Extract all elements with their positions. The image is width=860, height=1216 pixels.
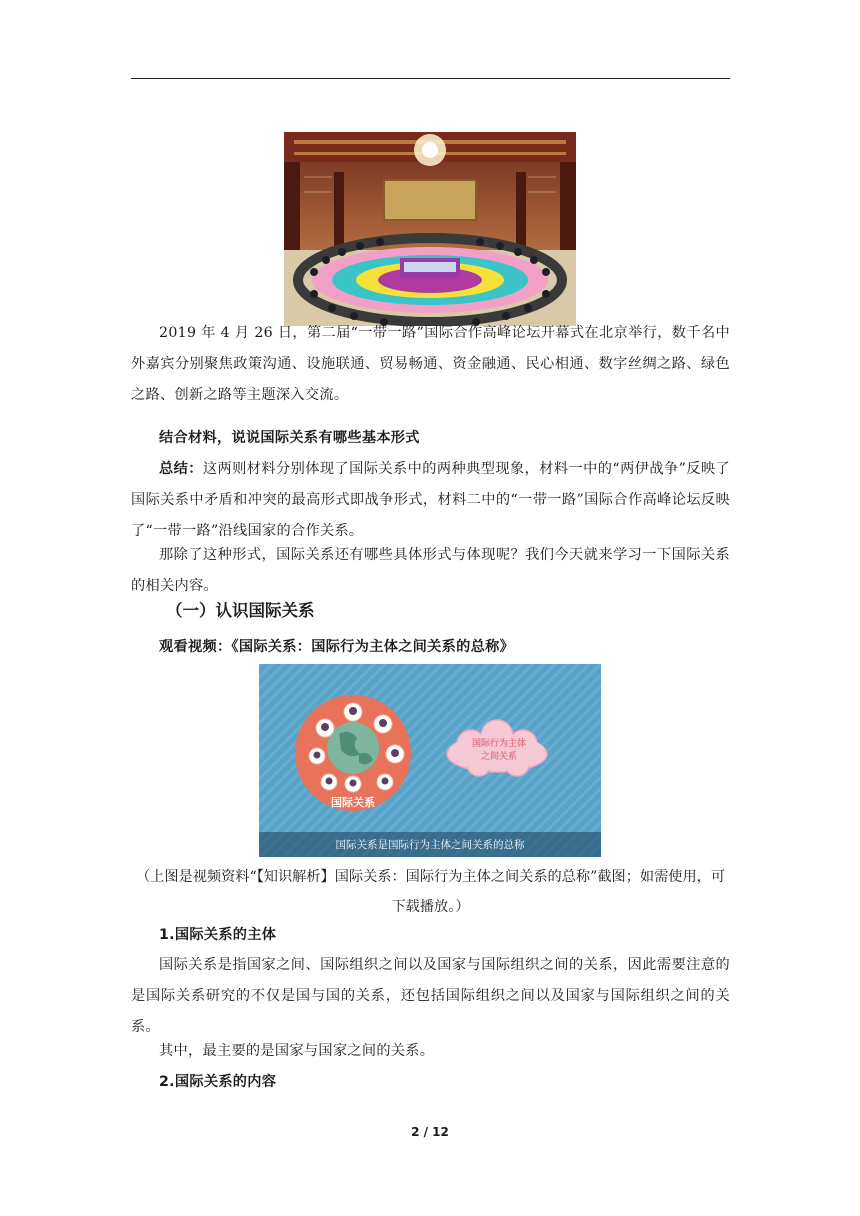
forum-photo	[284, 132, 576, 326]
question-heading: 结合材料，说说国际关系有哪些基本形式	[159, 430, 420, 446]
cloud-label-line2: 之间关系	[480, 752, 518, 762]
header-rule	[131, 78, 730, 79]
section-heading: （一）认识国际关系	[166, 601, 315, 620]
video-screenshot[interactable]	[259, 664, 601, 857]
summary-label: 总结：	[159, 461, 203, 477]
main-relation-paragraph: 其中，最主要的是国家与国家之间的关系。	[159, 1043, 435, 1059]
summary-paragraph	[131, 454, 730, 547]
subject-heading: 1.国际关系的主体	[159, 927, 277, 943]
content-heading: 2.国际关系的内容	[159, 1074, 277, 1090]
video-heading: 观看视频：《国际关系：国际行为主体之间关系的总称》	[159, 639, 515, 655]
cloud-label-line1: 国际行为主体	[471, 739, 527, 749]
video-subtitle: 国际关系是国际行为主体之间关系的总称	[335, 839, 525, 851]
page-indicator: 2 / 12	[411, 1125, 449, 1139]
video-caption: （上图是视频资料“【知识解析】国际关系：国际行为主体之间关系的总称”截图；如需使用，可下载播放。）	[135, 869, 726, 915]
circle-label: 国际关系	[331, 796, 375, 809]
forum-intro-paragraph: 2019 年 4 月 26 日，第二届“一带一路”国际合作高峰论坛开幕式在北京举行，数千名中外嘉宾分别聚焦政策沟通、设施联通、贸易畅通、资金融通、民心相通、数字丝绸之路、绿色之路、创新之路等主题深入交流。	[131, 325, 730, 403]
transition-paragraph: 那除了这种形式，国际关系还有哪些具体形式与体现呢？我们今天就来学习一下国际关系的相关内容。	[131, 547, 730, 594]
summary-text: 这两则材料分别体现了国际关系中的两种典型现象，材料一中的“两伊战争”反映了国际关系中矛盾和冲突的最高形式即战争形式，材料二中的“一带一路”国际合作高峰论坛反映了“一带一路”沿线国家的合作关系。	[131, 461, 730, 539]
subject-paragraph: 国际关系是指国家之间、国际组织之间以及国家与国际组织之间的关系，因此需要注意的是国际关系研究的不仅是国与国的关系，还包括国际组织之间以及国家与国际组织之间的关系。	[131, 957, 730, 1035]
